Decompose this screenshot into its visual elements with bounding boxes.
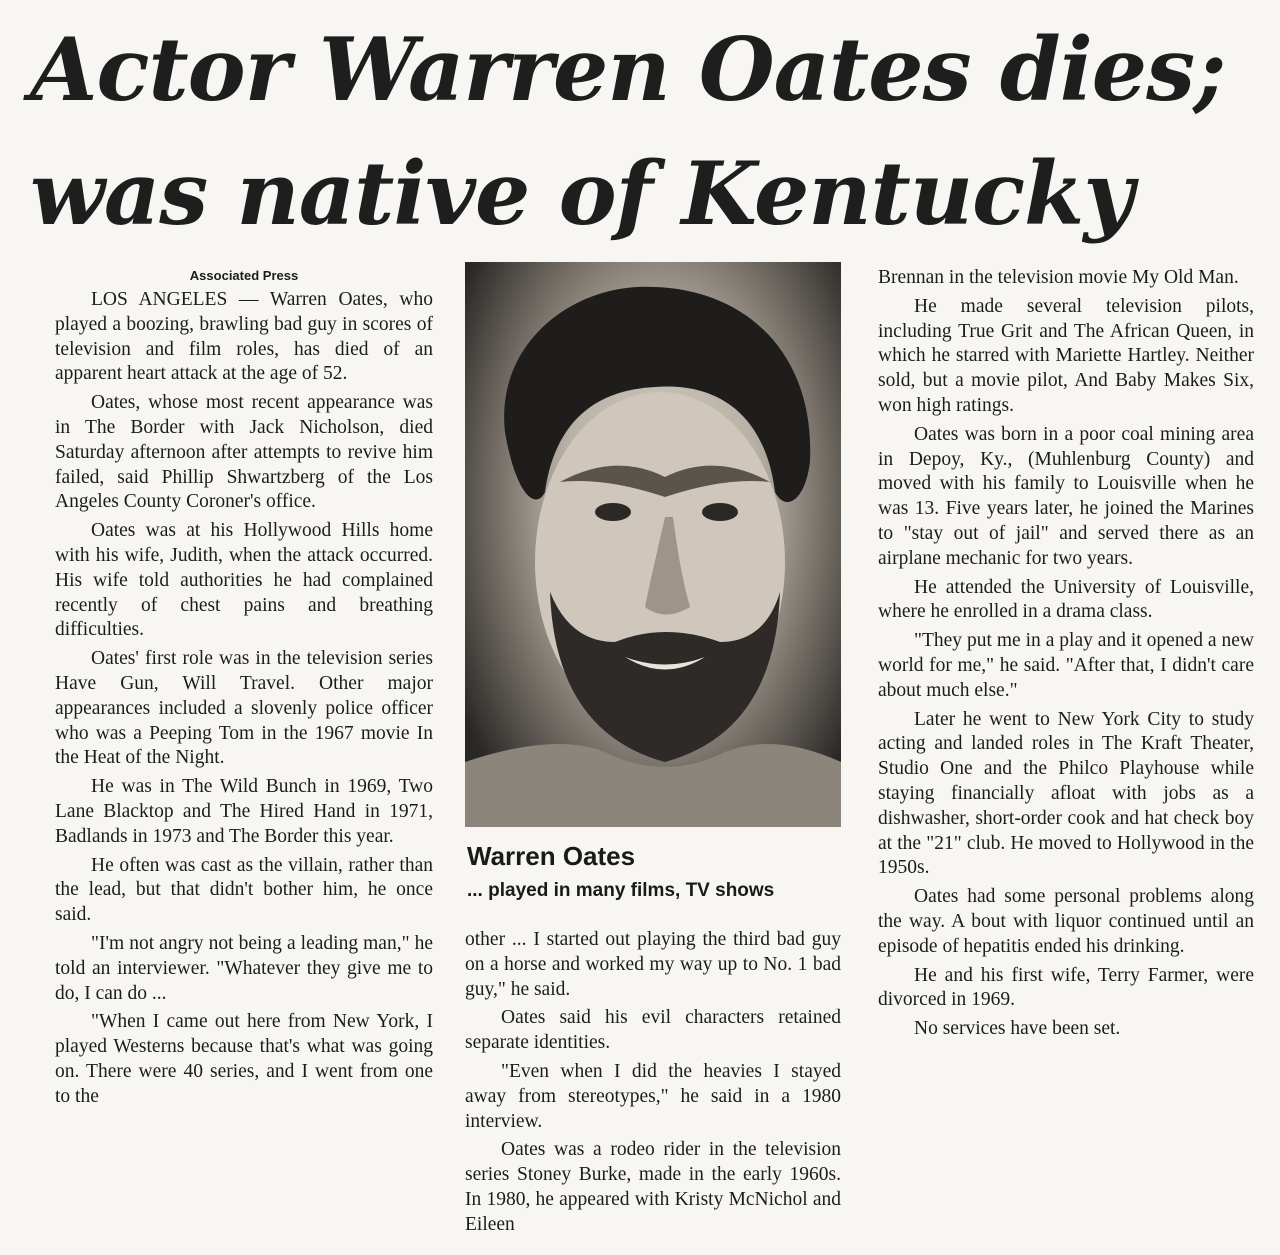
portrait-illustration	[465, 262, 841, 827]
photo-caption-subtitle: ... played in many films, TV shows	[467, 880, 775, 901]
paragraph: Oates was a rodeo rider in the television series Stoney Burke, made in the early 1960s. In 1980, he appeared with Kristy McNichol and Eileen	[465, 1139, 841, 1235]
portrait-photo	[465, 262, 841, 827]
article-column-3	[878, 266, 1254, 1046]
paragraph: Brennan in the television movie My Old Man.	[878, 267, 1239, 288]
photo-caption-title: Warren Oates	[467, 841, 636, 871]
headline-line-2: was native of Kentucky	[30, 142, 1133, 245]
byline: Associated Press	[189, 268, 299, 283]
paragraph: "I'm not angry not being a leading man," he told an interviewer. "Whatever they give me to do, I can do ...	[55, 932, 433, 1004]
paragraph: He was in The Wild Bunch in 1969, Two Lane Blacktop and The Hired Hand in 1971, Badlands in 1973 and The Border this year.	[55, 776, 433, 847]
paragraph: Oates was born in a poor coal mining area in Depoy, Ky., (Muhlenburg County) and moved with his family to Louisville when he was 13. Five years later, he joined the Marines to "stay out of jail" and served there as an airplane mechanic for two years.	[878, 423, 1254, 569]
paragraph: He and his first wife, Terry Farmer, were divorced in 1969.	[878, 964, 1254, 1011]
headline-line-1: Actor Warren Oates dies;	[30, 18, 1226, 121]
paragraph: He made several television pilots, including True Grit and The African Queen, in which he starred with Mariette Hartley. Neither sold, but a movie pilot, And Baby Makes Six, won high ratings.	[878, 295, 1254, 416]
paragraph: He often was cast as the villain, rather than the lead, but that didn't bother him, he once said.	[55, 854, 433, 926]
paragraph: "Even when I did the heavies I stayed away from stereotypes," he said in a 1980 interview.	[465, 1060, 841, 1132]
paragraph: Oates was at his Hollywood Hills home with his wife, Judith, when the attack occurred. His wife told authorities he had complained recently of chest pains and breathing difficulties.	[55, 520, 433, 641]
paragraph: Oates' first role was in the television series Have Gun, Will Travel. Other major appearances included a slovenly police officer who was a Peeping Tom in the 1967 movie In the Heat of the Night.	[55, 648, 433, 769]
paragraph: other ... I started out playing the third bad guy on a horse and worked my way up to No. 1 bad guy," he said.	[465, 929, 841, 1000]
paragraph: Oates said his evil characters retained separate identities.	[465, 1007, 841, 1054]
paragraph: Oates had some personal problems along the way. A bout with liquor continued until an episode of hepatitis ended his drinking.	[878, 886, 1254, 957]
paragraph: "They put me in a play and it opened a new world for me," he said. "After that, I didn't care about much else."	[878, 630, 1254, 701]
paragraph: Oates, whose most recent appearance was in The Border with Jack Nicholson, died Saturday afternoon after attempts to revive him failed, said Phillip Shwartzberg of the Los Angeles County Coroner's office.	[55, 392, 433, 513]
headline	[30, 8, 1260, 256]
paragraph: No services have been set.	[914, 1018, 1121, 1040]
paragraph: LOS ANGELES — Warren Oates, who played a boozing, brawling bad guy in scores of television and film roles, has died of an apparent heart attack at the age of 52.	[55, 289, 433, 385]
paragraph: He attended the University of Louisville, where he enrolled in a drama class.	[878, 576, 1254, 623]
paragraph: Later he went to New York City to study acting and landed roles in The Kraft Theater, Studio One and the Philco Playhouse while staying financially afloat with jobs as a dishwasher, short-order cook and hat check boy at the "21" club. He moved to Hollywood in the 1950s.	[878, 708, 1254, 879]
paragraph: "When I came out here from New York, I played Westerns because that's what was going on. There were 40 series, and I went from one to the	[55, 1011, 433, 1107]
article-column-2	[465, 928, 841, 1242]
article-column-1	[55, 266, 433, 1114]
